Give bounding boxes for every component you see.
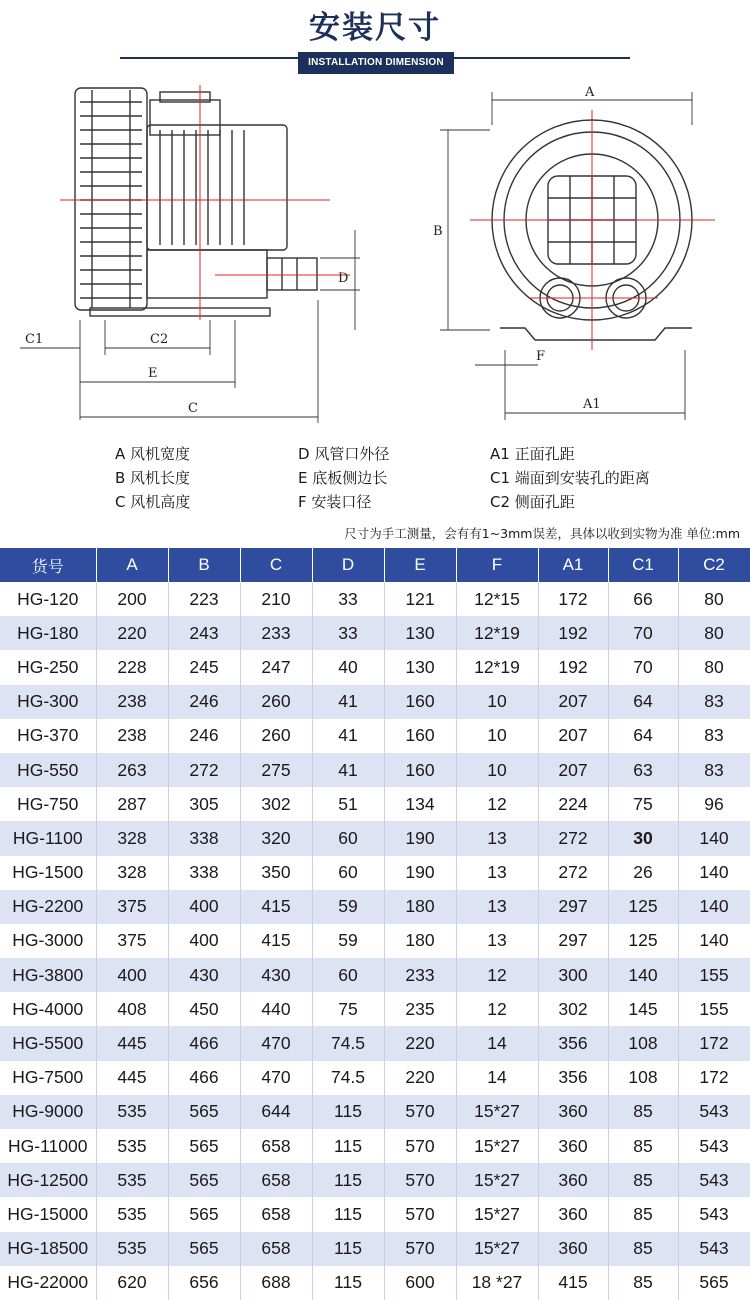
table-cell: 543 [678,1163,750,1197]
table-cell: 83 [678,753,750,787]
table-cell: 297 [538,924,608,958]
header-f: F [456,548,538,582]
header-model: 货号 [0,548,96,582]
dimension-legend [0,443,750,523]
table-cell: 445 [96,1061,168,1095]
table-cell: 430 [240,958,312,992]
table-cell: 470 [240,1026,312,1060]
table-cell: 13 [456,924,538,958]
table-cell: 570 [384,1129,456,1163]
cell-model: HG-550 [0,753,96,787]
header-c1: C1 [608,548,678,582]
table-row [0,958,750,992]
table-row [0,1197,750,1231]
table-cell: 85 [608,1232,678,1266]
table-cell: 30 [608,821,678,855]
cell-model: HG-120 [0,582,96,616]
table-cell: 238 [96,719,168,753]
table-cell: 60 [312,856,384,890]
table-cell: 190 [384,856,456,890]
table-cell: 470 [240,1061,312,1095]
table-cell: 356 [538,1061,608,1095]
spec-table-body [0,582,750,1300]
table-cell: 466 [168,1026,240,1060]
dim-label-a1: A1 [583,397,601,412]
table-cell: 220 [96,616,168,650]
table-cell: 543 [678,1095,750,1129]
table-cell: 74.5 [312,1026,384,1060]
table-cell: 450 [168,992,240,1026]
cell-model: HG-18500 [0,1232,96,1266]
table-row [0,1266,750,1300]
table-cell: 360 [538,1197,608,1231]
table-cell: 570 [384,1232,456,1266]
header-b: B [168,548,240,582]
table-cell: 172 [678,1026,750,1060]
table-cell: 260 [240,719,312,753]
table-cell: 33 [312,616,384,650]
table-cell: 155 [678,992,750,1026]
table-cell: 155 [678,958,750,992]
table-cell: 224 [538,787,608,821]
table-cell: 570 [384,1163,456,1197]
dim-label-c2: C2 [150,332,169,347]
table-cell: 85 [608,1095,678,1129]
table-cell: 565 [168,1129,240,1163]
table-cell: 145 [608,992,678,1026]
dim-label-b: B [433,224,443,239]
cell-model: HG-370 [0,719,96,753]
table-row [0,685,750,719]
table-cell: 12 [456,958,538,992]
table-cell: 565 [168,1163,240,1197]
table-cell: 688 [240,1266,312,1300]
table-cell: 535 [96,1232,168,1266]
cell-model: HG-22000 [0,1266,96,1300]
table-cell: 543 [678,1197,750,1231]
table-cell: 83 [678,685,750,719]
table-cell: 658 [240,1232,312,1266]
header-c: C [240,548,312,582]
table-cell: 210 [240,582,312,616]
table-cell: 130 [384,616,456,650]
table-cell: 115 [312,1232,384,1266]
table-cell: 172 [538,582,608,616]
table-cell: 300 [538,958,608,992]
page-subtitle: INSTALLATION DIMENSION [298,52,454,74]
table-cell: 207 [538,685,608,719]
table-row [0,753,750,787]
table-cell: 14 [456,1061,538,1095]
legend-b: B 风机长度 [115,469,191,487]
legend-a: A 风机宽度 [115,445,191,463]
table-cell: 18 *27 [456,1266,538,1300]
dim-label-c1: C1 [25,332,44,347]
table-cell: 535 [96,1197,168,1231]
table-cell: 415 [240,890,312,924]
table-cell: 64 [608,719,678,753]
table-cell: 600 [384,1266,456,1300]
table-cell: 85 [608,1197,678,1231]
dim-label-d: D [338,271,349,286]
table-row [0,616,750,650]
table-cell: 200 [96,582,168,616]
header-a: A [96,548,168,582]
table-cell: 192 [538,616,608,650]
table-cell: 238 [96,685,168,719]
table-cell: 15*27 [456,1197,538,1231]
table-cell: 13 [456,890,538,924]
table-cell: 12*19 [456,616,538,650]
table-cell: 207 [538,719,608,753]
table-cell: 243 [168,616,240,650]
page-header [0,0,750,80]
legend-e: E 底板侧边长 [298,469,388,487]
cell-model: HG-2200 [0,890,96,924]
table-cell: 245 [168,650,240,684]
table-cell: 14 [456,1026,538,1060]
table-cell: 302 [538,992,608,1026]
table-cell: 115 [312,1163,384,1197]
table-cell: 320 [240,821,312,855]
cell-model: HG-250 [0,650,96,684]
spec-table [0,548,750,1300]
measurement-note: 尺寸为手工测量，会有有1~3mm误差，具体以收到实物为准 单位:mm [344,526,740,541]
table-cell: 130 [384,650,456,684]
table-cell: 228 [96,650,168,684]
legend-c2: C2 侧面孔距 [490,493,575,511]
table-cell: 12*19 [456,650,538,684]
legend-f: F 安装口径 [298,493,372,511]
table-cell: 543 [678,1232,750,1266]
table-cell: 207 [538,753,608,787]
table-cell: 115 [312,1266,384,1300]
table-cell: 272 [168,753,240,787]
table-cell: 192 [538,650,608,684]
cell-model: HG-3000 [0,924,96,958]
table-cell: 415 [240,924,312,958]
table-cell: 190 [384,821,456,855]
table-cell: 74.5 [312,1061,384,1095]
table-cell: 400 [168,890,240,924]
cell-model: HG-15000 [0,1197,96,1231]
table-cell: 108 [608,1061,678,1095]
table-row [0,1129,750,1163]
table-cell: 63 [608,753,678,787]
table-row [0,1061,750,1095]
table-cell: 140 [678,856,750,890]
table-row [0,992,750,1026]
table-row [0,650,750,684]
table-cell: 297 [538,890,608,924]
table-cell: 15*27 [456,1163,538,1197]
table-cell: 570 [384,1197,456,1231]
dim-label-f: F [536,349,546,364]
table-cell: 440 [240,992,312,1026]
table-cell: 41 [312,753,384,787]
table-cell: 10 [456,753,538,787]
table-cell: 26 [608,856,678,890]
table-cell: 51 [312,787,384,821]
table-cell: 360 [538,1129,608,1163]
cell-model: HG-11000 [0,1129,96,1163]
page-title: 安装尺寸 [309,10,441,46]
table-cell: 10 [456,719,538,753]
front-view-drawing [430,80,730,425]
table-cell: 41 [312,719,384,753]
table-cell: 140 [678,924,750,958]
table-cell: 220 [384,1061,456,1095]
table-cell: 121 [384,582,456,616]
table-cell: 375 [96,890,168,924]
table-cell: 328 [96,821,168,855]
table-cell: 115 [312,1129,384,1163]
cell-model: HG-1500 [0,856,96,890]
cell-model: HG-3800 [0,958,96,992]
cell-model: HG-750 [0,787,96,821]
table-cell: 400 [96,958,168,992]
table-cell: 160 [384,753,456,787]
table-cell: 125 [608,890,678,924]
table-cell: 535 [96,1095,168,1129]
table-cell: 80 [678,582,750,616]
table-cell: 85 [608,1163,678,1197]
table-cell: 570 [384,1095,456,1129]
dim-label-c: C [188,401,198,416]
table-cell: 140 [678,821,750,855]
table-row [0,856,750,890]
side-view-drawing [20,80,370,425]
legend-c1: C1 端面到安装孔的距离 [490,469,650,487]
table-cell: 305 [168,787,240,821]
table-cell: 80 [678,616,750,650]
table-cell: 96 [678,787,750,821]
table-row [0,719,750,753]
table-cell: 134 [384,787,456,821]
header-d: D [312,548,384,582]
table-cell: 658 [240,1163,312,1197]
table-cell: 430 [168,958,240,992]
header-c2: C2 [678,548,750,582]
table-cell: 41 [312,685,384,719]
table-cell: 140 [678,890,750,924]
table-cell: 287 [96,787,168,821]
table-cell: 272 [538,856,608,890]
table-cell: 70 [608,650,678,684]
table-cell: 360 [538,1163,608,1197]
cell-model: HG-4000 [0,992,96,1026]
table-row [0,924,750,958]
table-cell: 85 [608,1129,678,1163]
dim-label-a: A [585,85,595,100]
table-cell: 108 [608,1026,678,1060]
table-cell: 543 [678,1129,750,1163]
table-cell: 180 [384,924,456,958]
table-cell: 12*15 [456,582,538,616]
table-cell: 302 [240,787,312,821]
table-cell: 13 [456,821,538,855]
cell-model: HG-9000 [0,1095,96,1129]
cell-model: HG-1100 [0,821,96,855]
table-cell: 160 [384,719,456,753]
table-cell: 75 [312,992,384,1026]
cell-model: HG-7500 [0,1061,96,1095]
table-cell: 180 [384,890,456,924]
table-cell: 223 [168,582,240,616]
table-row [0,821,750,855]
table-row [0,890,750,924]
cell-model: HG-5500 [0,1026,96,1060]
cell-model: HG-180 [0,616,96,650]
table-row [0,582,750,616]
table-cell: 535 [96,1129,168,1163]
table-cell: 565 [678,1266,750,1300]
table-cell: 356 [538,1026,608,1060]
table-cell: 565 [168,1095,240,1129]
table-cell: 10 [456,685,538,719]
table-cell: 565 [168,1232,240,1266]
table-cell: 535 [96,1163,168,1197]
table-cell: 350 [240,856,312,890]
table-cell: 59 [312,890,384,924]
table-cell: 85 [608,1266,678,1300]
table-cell: 328 [96,856,168,890]
table-cell: 12 [456,992,538,1026]
table-cell: 408 [96,992,168,1026]
table-cell: 15*27 [456,1095,538,1129]
table-cell: 125 [608,924,678,958]
table-cell: 13 [456,856,538,890]
table-cell: 658 [240,1197,312,1231]
table-cell: 656 [168,1266,240,1300]
table-cell: 235 [384,992,456,1026]
table-row [0,1232,750,1266]
table-cell: 466 [168,1061,240,1095]
table-cell: 263 [96,753,168,787]
table-cell: 12 [456,787,538,821]
table-cell: 360 [538,1095,608,1129]
table-cell: 338 [168,856,240,890]
header-e: E [384,548,456,582]
table-cell: 247 [240,650,312,684]
table-cell: 233 [384,958,456,992]
table-cell: 59 [312,924,384,958]
table-cell: 400 [168,924,240,958]
table-cell: 246 [168,719,240,753]
table-cell: 233 [240,616,312,650]
table-cell: 60 [312,821,384,855]
table-cell: 140 [608,958,678,992]
header-divider-right [452,57,630,59]
table-cell: 75 [608,787,678,821]
table-row [0,1163,750,1197]
table-cell: 33 [312,582,384,616]
table-cell: 360 [538,1232,608,1266]
table-cell: 60 [312,958,384,992]
table-cell: 275 [240,753,312,787]
dim-label-e: E [148,366,158,381]
table-cell: 260 [240,685,312,719]
table-cell: 15*27 [456,1232,538,1266]
table-cell: 338 [168,821,240,855]
legend-a1: A1 正面孔距 [490,445,575,463]
cell-model: HG-300 [0,685,96,719]
table-cell: 246 [168,685,240,719]
table-cell: 220 [384,1026,456,1060]
table-cell: 565 [168,1197,240,1231]
legend-d: D 风管口外径 [298,445,390,463]
table-cell: 445 [96,1026,168,1060]
table-cell: 415 [538,1266,608,1300]
table-header-row [0,548,750,582]
table-cell: 15*27 [456,1129,538,1163]
table-cell: 160 [384,685,456,719]
header-divider-left [120,57,298,59]
table-cell: 64 [608,685,678,719]
table-cell: 658 [240,1129,312,1163]
table-cell: 172 [678,1061,750,1095]
header-a1: A1 [538,548,608,582]
cell-model: HG-12500 [0,1163,96,1197]
table-cell: 70 [608,616,678,650]
legend-c: C 风机高度 [115,493,191,511]
table-cell: 115 [312,1197,384,1231]
table-cell: 272 [538,821,608,855]
table-row [0,787,750,821]
table-row [0,1095,750,1129]
table-cell: 375 [96,924,168,958]
table-cell: 80 [678,650,750,684]
table-cell: 644 [240,1095,312,1129]
table-cell: 620 [96,1266,168,1300]
table-cell: 66 [608,582,678,616]
table-row [0,1026,750,1060]
table-cell: 83 [678,719,750,753]
table-cell: 115 [312,1095,384,1129]
table-cell: 40 [312,650,384,684]
